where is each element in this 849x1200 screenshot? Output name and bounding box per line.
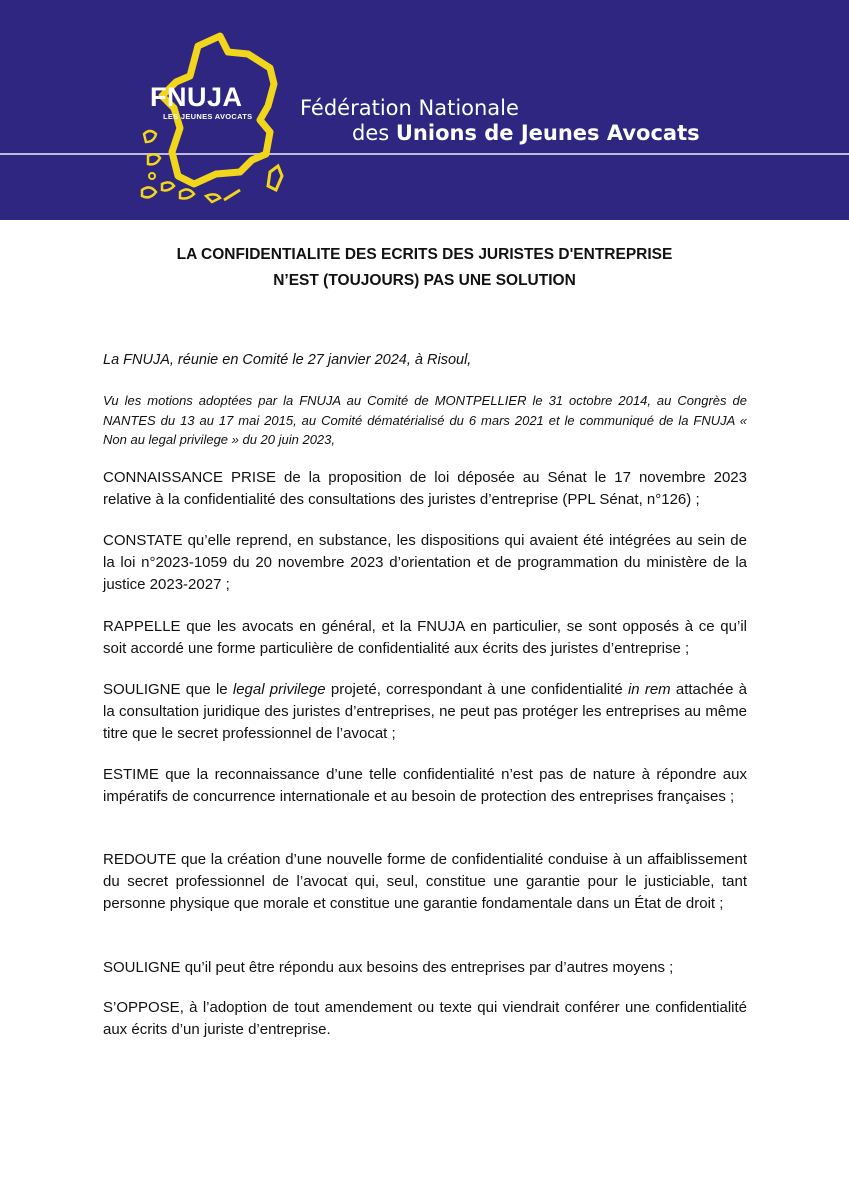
paragraph-souligne-legal-privilege [103, 679, 747, 745]
paragraph-text: attachée à la consultation juridique des juristes d’entreprises, ne peut pas protéger les entreprises au même titre que le secret professionnel de l’avocat ; [103, 681, 747, 742]
paragraph-redoute [103, 849, 747, 915]
paragraph-lead: CONNAISSANCE PRISE [103, 469, 277, 486]
paragraph-rappelle [103, 616, 747, 660]
paragraph-italic: in rem [627, 681, 671, 698]
paragraph-souligne-moyens [103, 957, 747, 979]
paragraph-text: de la proposition de loi déposée au Sénat le 17 novembre 2023 relative à la confidentialité des consultations des juristes d’entreprise (PPL Sénat, n°126) ; [103, 469, 747, 508]
paragraph-lead: S’OPPOSE [103, 999, 180, 1016]
paragraph-italic: legal privilege [232, 681, 326, 698]
paragraph-lead: REDOUTE [103, 851, 177, 868]
paragraph-text: que le [180, 681, 233, 698]
federation-name-prefix: des [352, 121, 396, 145]
header-banner [0, 0, 849, 220]
paragraph-lead: SOULIGNE [103, 959, 181, 976]
paragraph-lead: SOULIGNE [103, 681, 181, 698]
logo-subtitle: LES JEUNES AVOCATS [163, 112, 253, 121]
document-title-line2: N’EST (TOUJOURS) PAS UNE SOLUTION [273, 272, 576, 289]
federation-name-line2 [352, 121, 700, 145]
paragraph-constate [103, 530, 747, 596]
federation-name-bold: Unions de Jeunes Avocats [395, 121, 700, 145]
paragraph-text: que la création d’une nouvelle forme de confidentialité conduise à un affaiblissement du secret professionnel de l’avocat qui, seul, constitue une garantie pour le justiciable, tant personne physique que morale et constitue une garantie fondamentale dans un État de droit ; [103, 851, 747, 912]
paragraph-text: que les avocats en général, et la FNUJA en particulier, se sont opposés à ce qu’il soit accordé une forme particulière de confidentialité aux écrits des juristes d’entreprise ; [103, 618, 747, 657]
paragraph-text: qu’elle reprend, en substance, les dispositions qui avaient été intégrées au sein de la loi n°2023-1059 du 20 novembre 2023 d’orientation et de programmation du ministère de la justice 2023-2027 ; [103, 532, 747, 593]
paragraph-s-oppose [103, 997, 747, 1041]
document-title-line1: LA CONFIDENTIALITE DES ECRITS DES JURISTES D'ENTREPRISE [176, 246, 673, 263]
paragraph-lead: RAPPELLE [103, 618, 181, 635]
paragraph-text: qu’il peut être répondu aux besoins des entreprises par d’autres moyens ; [180, 959, 674, 976]
paragraph-text: , à l’adoption de tout amendement ou texte qui viendrait conférer une confidentialité aux écrits d’un juriste d’entreprise. [103, 999, 747, 1038]
paragraph-connaissance-prise [103, 467, 747, 511]
vu-motions: Vu les motions adoptées par la FNUJA au Comité de MONTPELLIER le 31 octobre 2014, au Congrès de NANTES du 13 au 17 mai 2015, au Comité dématérialisé du 6 mars 2021 et le communiqué de la FNUJA « Non au legal privilege » du 20 juin 2023, [103, 393, 747, 447]
federation-name-line1: Fédération Nationale [300, 96, 519, 120]
paragraph-lead: CONSTATE [103, 532, 183, 549]
paragraph-text: projeté, correspondant à une confidentialité [325, 681, 628, 698]
paragraph-lead: ESTIME [103, 766, 159, 783]
paragraph-text: que la reconnaissance d’une telle confidentialité n’est pas de nature à répondre aux impératifs de concurrence internationale et au besoin de protection des entreprises françaises ; [103, 766, 747, 805]
logo-text: FNUJA [150, 82, 243, 112]
paragraph-estime [103, 764, 747, 808]
intro-statement: La FNUJA, réunie en Comité le 27 janvier 2024, à Risoul, [103, 352, 472, 368]
